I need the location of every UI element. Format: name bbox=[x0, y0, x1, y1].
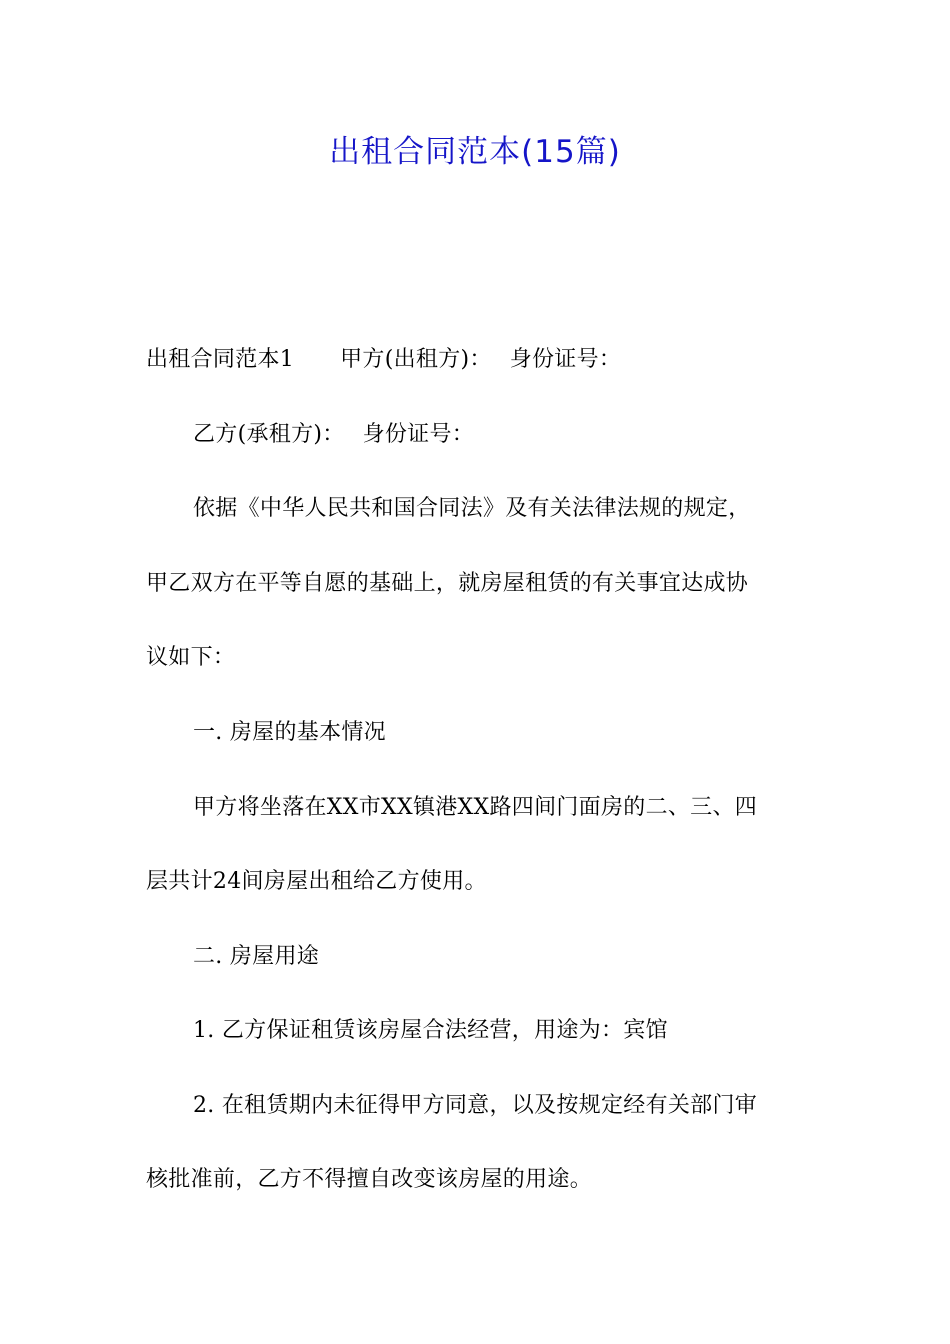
paragraph-line: 依据《中华人民共和国合同法》及有关法律法规的规定， bbox=[193, 496, 751, 521]
paragraph-line: 甲乙双方在平等自愿的基础上，就房屋租赁的有关事宜达成协 bbox=[146, 571, 749, 596]
paragraph-line: 层共计24间房屋出租给乙方使用。 bbox=[146, 869, 487, 894]
section-heading: 出租合同范本1 bbox=[146, 347, 295, 372]
party-b-line bbox=[193, 420, 474, 450]
clause-item: 2. 在租赁期内未征得甲方同意，以及按规定经有关部门审 bbox=[193, 1093, 758, 1118]
paragraph-line: 核批准前，乙方不得擅自改变该房屋的用途。 bbox=[146, 1167, 593, 1192]
paragraph-line: 议如下： bbox=[146, 645, 236, 670]
document-title: 出租合同范本(15篇) bbox=[329, 134, 621, 170]
section-heading-usage: 二. 房屋用途 bbox=[193, 944, 320, 969]
party-b-label: 乙方(承租方)： bbox=[193, 422, 345, 447]
paragraph-line: 甲方将坐落在XX市XX镇港XX路四间门面房的二、三、四 bbox=[193, 795, 758, 820]
clause-item: 1. 乙方保证租赁该房屋合法经营，用途为：宾馆 bbox=[193, 1018, 668, 1043]
party-a-label: 甲方(出租方)： bbox=[340, 347, 492, 372]
party-b-id-label: 身份证号： bbox=[362, 422, 475, 447]
party-a-id-label: 身份证号： bbox=[509, 347, 622, 372]
header-line bbox=[146, 345, 621, 375]
section-heading-basic: 一. 房屋的基本情况 bbox=[193, 720, 386, 745]
